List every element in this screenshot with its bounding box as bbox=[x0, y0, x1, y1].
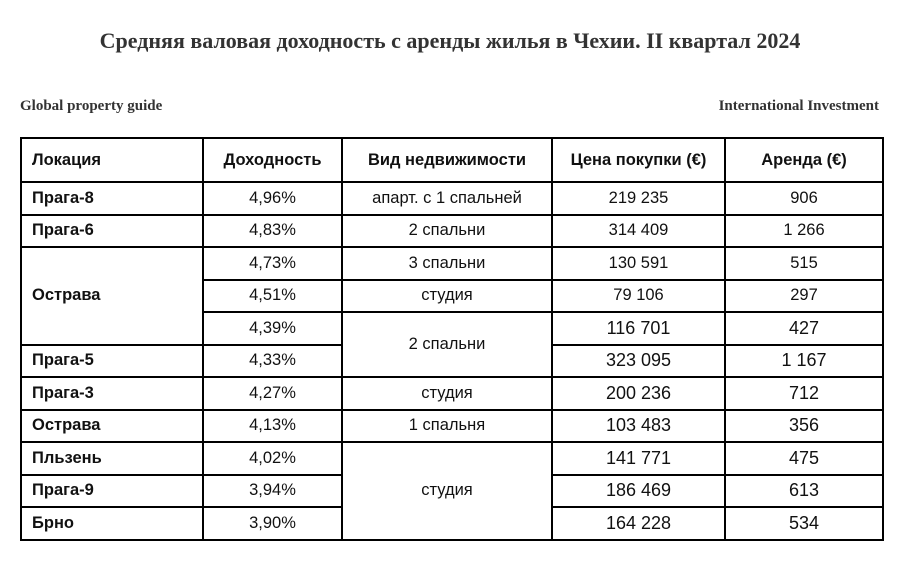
cell-location: Пльзень bbox=[21, 442, 203, 475]
cell-type: 1 спальня bbox=[342, 410, 552, 443]
cell-rent: 356 bbox=[725, 410, 883, 443]
cell-rent: 297 bbox=[725, 280, 883, 313]
table-row bbox=[21, 182, 883, 215]
yield-table bbox=[20, 137, 884, 541]
cell-yield: 4,02% bbox=[203, 442, 342, 475]
header-type: Вид недвижимости bbox=[342, 138, 552, 182]
cell-type: 2 спальни bbox=[342, 312, 552, 377]
cell-price: 116 701 bbox=[552, 312, 725, 345]
table-row bbox=[21, 247, 883, 280]
cell-yield: 4,33% bbox=[203, 345, 342, 378]
cell-type: студия bbox=[342, 280, 552, 313]
cell-price: 323 095 bbox=[552, 345, 725, 378]
cell-yield: 4,83% bbox=[203, 215, 342, 248]
cell-yield: 3,94% bbox=[203, 475, 342, 508]
cell-yield: 4,39% bbox=[203, 312, 342, 345]
table-row bbox=[21, 377, 883, 410]
cell-location: Острава bbox=[21, 247, 203, 345]
cell-rent: 906 bbox=[725, 182, 883, 215]
cell-price: 314 409 bbox=[552, 215, 725, 248]
cell-price: 141 771 bbox=[552, 442, 725, 475]
page-title: Средняя валовая доходность с аренды жилья в Чехии. II квартал 2024 bbox=[99, 28, 801, 53]
cell-location: Брно bbox=[21, 507, 203, 540]
cell-rent: 613 bbox=[725, 475, 883, 508]
cell-rent: 1 167 bbox=[725, 345, 883, 378]
cell-location: Прага-9 bbox=[21, 475, 203, 508]
cell-rent: 515 bbox=[725, 247, 883, 280]
table-row bbox=[21, 215, 883, 248]
cell-yield: 4,73% bbox=[203, 247, 342, 280]
cell-price: 200 236 bbox=[552, 377, 725, 410]
cell-price: 164 228 bbox=[552, 507, 725, 540]
cell-location: Прага-3 bbox=[21, 377, 203, 410]
cell-location: Прага-5 bbox=[21, 345, 203, 378]
header-location: Локация bbox=[21, 138, 203, 182]
table-row bbox=[21, 410, 883, 443]
cell-yield: 4,51% bbox=[203, 280, 342, 313]
table-header-row bbox=[21, 138, 883, 182]
header-yield: Доходность bbox=[203, 138, 342, 182]
cell-location: Прага-8 bbox=[21, 182, 203, 215]
cell-type: апарт. с 1 спальней bbox=[342, 182, 552, 215]
header-rent: Аренда (€) bbox=[725, 138, 883, 182]
cell-yield: 3,90% bbox=[203, 507, 342, 540]
cell-rent: 534 bbox=[725, 507, 883, 540]
cell-price: 219 235 bbox=[552, 182, 725, 215]
cell-rent: 427 bbox=[725, 312, 883, 345]
cell-price: 186 469 bbox=[552, 475, 725, 508]
cell-price: 130 591 bbox=[552, 247, 725, 280]
header-price: Цена покупки (€) bbox=[552, 138, 725, 182]
cell-yield: 4,27% bbox=[203, 377, 342, 410]
source-left: Global property guide bbox=[20, 98, 163, 114]
cell-type: 2 спальни bbox=[342, 215, 552, 248]
cell-yield: 4,13% bbox=[203, 410, 342, 443]
cell-yield: 4,96% bbox=[203, 182, 342, 215]
table-row bbox=[21, 442, 883, 475]
cell-type: 3 спальни bbox=[342, 247, 552, 280]
cell-type: студия bbox=[342, 442, 552, 540]
cell-price: 79 106 bbox=[552, 280, 725, 313]
cell-location: Прага-6 bbox=[21, 215, 203, 248]
cell-rent: 475 bbox=[725, 442, 883, 475]
cell-price: 103 483 bbox=[552, 410, 725, 443]
cell-rent: 1 266 bbox=[725, 215, 883, 248]
source-right: International Investment bbox=[718, 98, 879, 114]
cell-type: студия bbox=[342, 377, 552, 410]
cell-rent: 712 bbox=[725, 377, 883, 410]
cell-location: Острава bbox=[21, 410, 203, 443]
